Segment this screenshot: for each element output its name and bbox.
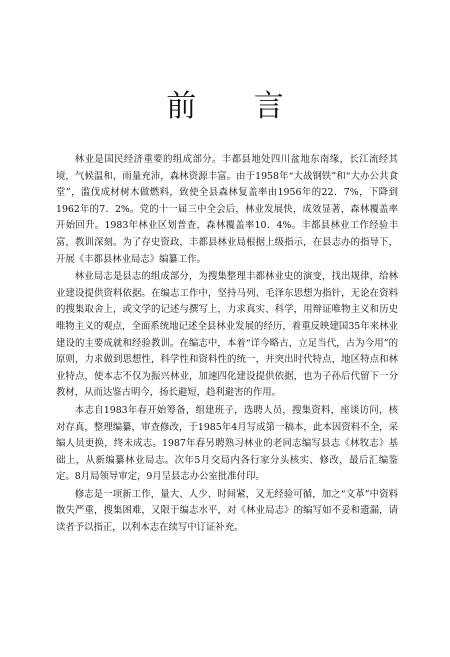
paragraph-3: 本志自1983年春开始筹备，组建班子，选聘人员，搜集资料，座谈访问，核对存真，整理编纂，审查修改，于1985年4月写成第一稿本，此本因资料不全，采编人员更换，终未成志。1987年春另聘熟习林业的老同志编写县志《林牧志》基础上，从新编纂林业局志。次年5月交局内各行家分头核实、修改，最后汇编鉴定。8月局领导审定，9月呈县志办公室批准付印。 bbox=[56, 404, 398, 483]
paragraph-4: 修志是一项新工作，量大、人少、时间紧，又无经验可循，加之“文革”中资料散失严重，搜集困难，又限于编志水平，对《林业局志》的编写如不妥和遗漏，请读者予以指正，以利本志在续写中订证补充。 bbox=[56, 488, 398, 534]
page-title: 前 言 bbox=[166, 89, 308, 124]
preface-body bbox=[56, 152, 398, 537]
paragraph-1: 林业是国民经济重要的组成部分。丰都县地处四川盆地东南缘，长江流经其境，气候温和，雨量充沛，森林资源丰富。由于1958年“大战钢铁”和“大办公共食堂”，滥伐成材树木做燃料，致使全县森林复盖率由1956年的22．7%，下降到1962年的7．2%。党的十一届三中全会后，林业发展快，成效显著，森林覆盖率开始回升。1983年林业区划普查，森林覆盖率10．4%。丰都县林业工作经验丰富，教训深刻。为了存史资政，丰都县林业局根据上级指示，在县志办的指导下，开展《丰都县林业局志》编纂工作。 bbox=[56, 154, 398, 265]
paragraph-2: 林业局志是县志的组成部分，为搜集整理丰都林业史的演变，找出规律，给林业建设提供资料依据。在编志工作中，坚持马列、毛泽东思想为指针，无论在资料的搜集取舍上，或文学的记述与撰写上，力求真实、科学，用辩证唯物主义和历史唯物主义的观点，全面系统地记述全县林业发展的经历，着重反映建国35年来林业建设的主要成就和经验教训。在编志中，本着“详今略古，立足当代，古为今用”的原则，力求做到思想性，科学性和资料性的统一，并突出时代特点，地区特点和林业特点，使本志不仅为振兴林业，加速四化建设提供依据，也为子孙后代留下一分教材，从而达鉴古明今，扬长避短，趋利避害的作用。 bbox=[56, 271, 398, 399]
